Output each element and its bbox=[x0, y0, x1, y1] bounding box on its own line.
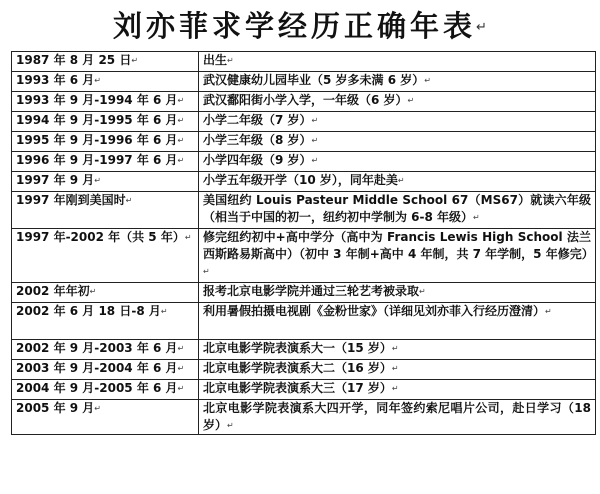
date-cell bbox=[12, 380, 199, 400]
table-row bbox=[12, 72, 596, 92]
date-text: 1997 年 9 月 bbox=[16, 173, 95, 187]
date-text: 1997 年刚到美国时 bbox=[16, 193, 126, 207]
event-cell bbox=[199, 303, 596, 340]
event-cell bbox=[199, 132, 596, 152]
paragraph-mark: ↵ bbox=[473, 213, 480, 222]
timeline-table-wrapper bbox=[11, 51, 594, 435]
timeline-table bbox=[11, 51, 596, 435]
event-text: 小学四年级（9 岁） bbox=[203, 153, 312, 167]
event-text: 利用暑假拍摄电视剧《金粉世家》（详细见刘亦菲入行经历澄清） bbox=[203, 304, 546, 318]
table-row bbox=[12, 132, 596, 152]
paragraph-mark: ↵ bbox=[311, 136, 319, 145]
date-text: 2003 年 9 月-2004 年 6 月 bbox=[16, 361, 178, 375]
event-text: 北京电影学院表演系大二（16 岁） bbox=[203, 361, 392, 375]
paragraph-mark: ↵ bbox=[89, 287, 97, 296]
date-cell bbox=[12, 283, 199, 303]
paragraph-mark: ↵ bbox=[177, 96, 185, 105]
event-cell bbox=[199, 400, 596, 435]
paragraph-mark: ↵ bbox=[227, 56, 234, 65]
paragraph-mark: ↵ bbox=[391, 364, 399, 373]
event-text: 武汉鄱阳街小学入学，一年级（6 岁） bbox=[203, 93, 408, 107]
paragraph-mark: ↵ bbox=[131, 56, 139, 65]
event-text: 武汉健康幼儿园毕业（5 岁多未满 6 岁） bbox=[203, 73, 425, 87]
table-row bbox=[12, 112, 596, 132]
event-cell bbox=[199, 152, 596, 172]
paragraph-mark: ↵ bbox=[397, 176, 405, 185]
paragraph-mark: ↵ bbox=[203, 267, 210, 276]
event-cell bbox=[199, 340, 596, 360]
event-cell bbox=[199, 283, 596, 303]
title-paragraph-mark: ↵ bbox=[476, 20, 487, 35]
event-text: 报考北京电影学院并通过三轮艺考被录取 bbox=[203, 284, 420, 298]
date-text: 1996 年 9 月-1997 年 6 月 bbox=[16, 153, 178, 167]
date-text: 1987 年 8 月 25 日 bbox=[16, 53, 132, 67]
date-text: 1993 年 9 月-1994 年 6 月 bbox=[16, 93, 178, 107]
paragraph-mark: ↵ bbox=[424, 76, 431, 85]
date-text: 1997 年-2002 年（共 5 年） bbox=[16, 230, 185, 244]
table-row bbox=[12, 152, 596, 172]
date-cell bbox=[12, 400, 199, 435]
paragraph-mark: ↵ bbox=[227, 421, 234, 430]
date-cell bbox=[12, 192, 199, 229]
event-text: 出生 bbox=[203, 53, 228, 67]
event-cell bbox=[199, 52, 596, 72]
event-cell bbox=[199, 92, 596, 112]
table-row bbox=[12, 400, 596, 435]
paragraph-mark: ↵ bbox=[177, 344, 185, 353]
event-text: 小学三年级（8 岁） bbox=[203, 133, 312, 147]
paragraph-mark: ↵ bbox=[94, 404, 101, 413]
date-cell bbox=[12, 172, 199, 192]
event-cell bbox=[199, 380, 596, 400]
table-row bbox=[12, 172, 596, 192]
date-cell bbox=[12, 360, 199, 380]
table-row bbox=[12, 360, 596, 380]
paragraph-mark: ↵ bbox=[391, 344, 399, 353]
date-cell bbox=[12, 303, 199, 340]
table-row bbox=[12, 92, 596, 112]
event-text: 北京电影学院表演系大一（15 岁） bbox=[203, 341, 392, 355]
event-cell bbox=[199, 360, 596, 380]
date-cell bbox=[12, 72, 199, 92]
date-cell bbox=[12, 112, 199, 132]
paragraph-mark: ↵ bbox=[177, 364, 185, 373]
table-row bbox=[12, 303, 596, 340]
paragraph-mark: ↵ bbox=[160, 307, 168, 316]
paragraph-mark: ↵ bbox=[125, 196, 133, 205]
paragraph-mark: ↵ bbox=[419, 287, 426, 296]
event-text: 修完纽约初中+高中学分（高中为 Francis Lewis High School 法兰西斯路易斯高中）（初中 3 年制+高中 4 年制，共 7 年学制，5 年修完） bbox=[203, 230, 594, 261]
paragraph-mark: ↵ bbox=[545, 307, 552, 316]
date-cell bbox=[12, 52, 199, 72]
paragraph-mark: ↵ bbox=[94, 76, 101, 85]
event-cell bbox=[199, 172, 596, 192]
event-text: 小学五年级开学（10 岁），同年赴美 bbox=[203, 173, 398, 187]
event-text: 北京电影学院表演系大三（17 岁） bbox=[203, 381, 392, 395]
paragraph-mark: ↵ bbox=[391, 384, 399, 393]
date-cell bbox=[12, 152, 199, 172]
paragraph-mark: ↵ bbox=[177, 156, 185, 165]
date-cell bbox=[12, 132, 199, 152]
date-text: 1994 年 9 月-1995 年 6 月 bbox=[16, 113, 178, 127]
date-cell bbox=[12, 340, 199, 360]
event-cell bbox=[199, 112, 596, 132]
date-text: 2005 年 9 月 bbox=[16, 401, 95, 415]
table-row bbox=[12, 229, 596, 283]
table-row bbox=[12, 283, 596, 303]
paragraph-mark: ↵ bbox=[184, 233, 192, 242]
event-cell bbox=[199, 72, 596, 92]
event-text: 北京电影学院表演系大四开学，同年签约索尼唱片公司，赴日学习（18 岁） bbox=[203, 401, 591, 432]
date-text: 1995 年 9 月-1996 年 6 月 bbox=[16, 133, 178, 147]
event-cell bbox=[199, 229, 596, 283]
event-cell bbox=[199, 192, 596, 229]
date-text: 2002 年年初 bbox=[16, 284, 90, 298]
paragraph-mark: ↵ bbox=[311, 116, 319, 125]
date-text: 2004 年 9 月-2005 年 6 月 bbox=[16, 381, 178, 395]
table-row bbox=[12, 192, 596, 229]
date-cell bbox=[12, 229, 199, 283]
event-text: 美国纽约 Louis Pasteur Middle School 67（MS67）就读六年级（相当于中国的初一，纽约初中学制为 6-8 年级） bbox=[203, 193, 591, 224]
date-cell bbox=[12, 92, 199, 112]
document-title bbox=[0, 6, 600, 48]
table-row bbox=[12, 380, 596, 400]
date-text: 2002 年 9 月-2003 年 6 月 bbox=[16, 341, 178, 355]
date-text: 2002 年 6 月 18 日-8 月 bbox=[16, 304, 161, 318]
paragraph-mark: ↵ bbox=[177, 136, 185, 145]
paragraph-mark: ↵ bbox=[311, 156, 319, 165]
table-row bbox=[12, 52, 596, 72]
event-text: 小学二年级（7 岁） bbox=[203, 113, 312, 127]
table-row bbox=[12, 340, 596, 360]
title-text: 刘亦菲求学经历正确年表 bbox=[113, 9, 477, 43]
paragraph-mark: ↵ bbox=[177, 384, 185, 393]
paragraph-mark: ↵ bbox=[94, 176, 101, 185]
paragraph-mark: ↵ bbox=[407, 96, 415, 105]
paragraph-mark: ↵ bbox=[177, 116, 185, 125]
date-text: 1993 年 6 月 bbox=[16, 73, 95, 87]
